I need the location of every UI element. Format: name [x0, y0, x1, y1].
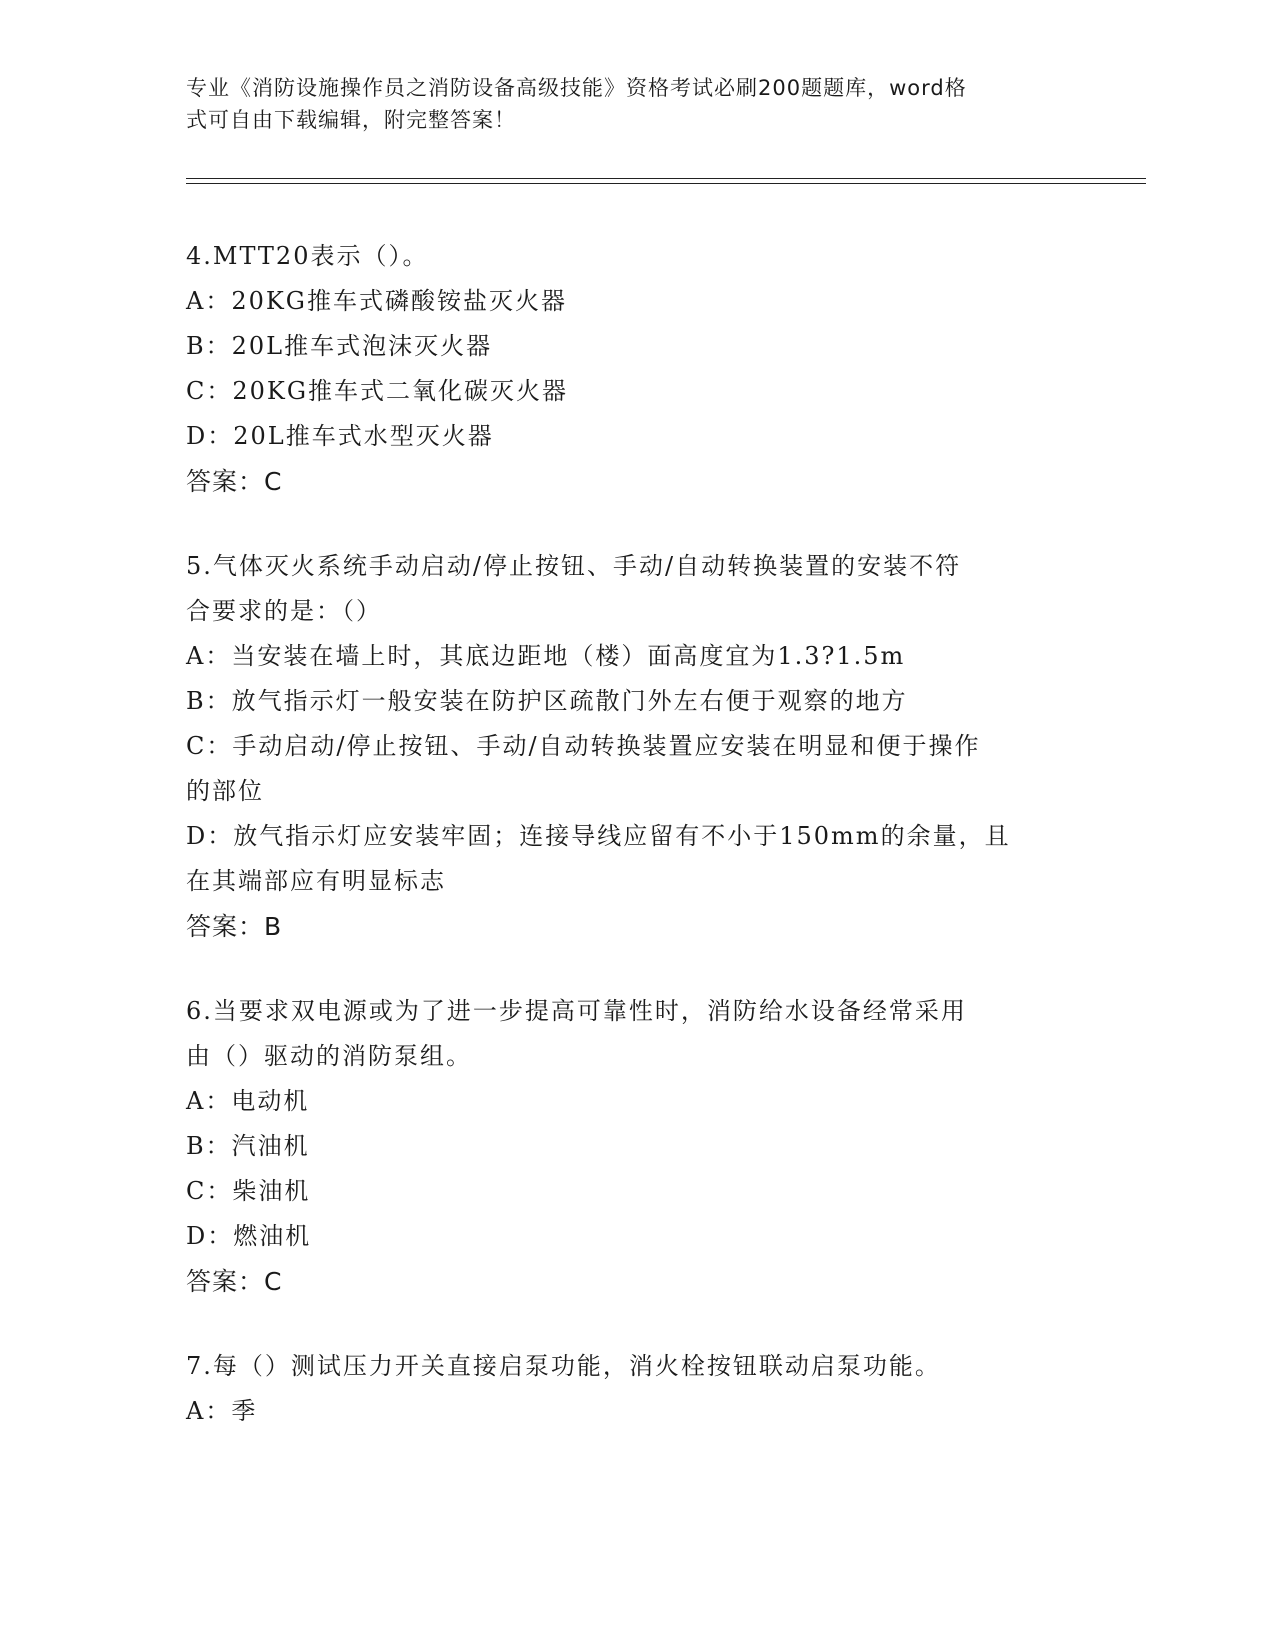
answer-option: D：燃油机 — [186, 1222, 312, 1250]
question-text: 合要求的是：（） — [186, 597, 382, 625]
answer-option: C：柴油机 — [186, 1177, 311, 1205]
answer-option: C：手动启动/停止按钮、手动/自动转换装置应安装在明显和便于操作 — [186, 732, 981, 760]
answer-option: A：20KG推车式磷酸铵盐灭火器 — [186, 287, 567, 315]
question-block — [186, 989, 1086, 1304]
answer-option: A：电动机 — [186, 1087, 310, 1115]
answer-key: 答案：C — [186, 1267, 283, 1296]
question-block — [186, 234, 1086, 504]
answer-option: B：20L推车式泡沫灭火器 — [186, 332, 493, 360]
answer-option: D：20L推车式水型灭火器 — [186, 422, 494, 450]
answer-option: B：汽油机 — [186, 1132, 310, 1160]
answer-option: A：当安装在墙上时，其底边距地（楼）面高度宜为1.3?1.5m — [186, 642, 906, 670]
question-list — [186, 234, 1086, 1474]
answer-option: A：季 — [186, 1397, 258, 1425]
answer-key: 答案：B — [186, 912, 283, 941]
question-block — [186, 1344, 1086, 1434]
question-text: 4.MTT20表示（）。 — [186, 242, 429, 270]
header-line-1: 专业《消防设施操作员之消防设备高级技能》资格考试必刷200题题库，word格 — [186, 76, 967, 100]
question-text: 5.气体灭火系统手动启动/停止按钮、手动/自动转换装置的安装不符 — [186, 552, 962, 580]
header-divider-bottom — [186, 183, 1146, 184]
answer-option: C：20KG推车式二氧化碳灭火器 — [186, 377, 569, 405]
answer-option: 在其端部应有明显标志 — [186, 867, 446, 895]
question-block — [186, 544, 1086, 949]
document-header — [186, 72, 1086, 136]
header-line-2: 式可自由下载编辑，附完整答案！ — [186, 108, 516, 132]
question-text: 6.当要求双电源或为了进一步提高可靠性时，消防给水设备经常采用 — [186, 997, 967, 1025]
question-text: 7.每（）测试压力开关直接启泵功能，消火栓按钮联动启泵功能。 — [186, 1352, 941, 1380]
answer-option: B：放气指示灯一般安装在防护区疏散门外左右便于观察的地方 — [186, 687, 908, 715]
answer-option: 的部位 — [186, 777, 264, 805]
answer-key: 答案：C — [186, 467, 283, 496]
answer-option: D：放气指示灯应安装牢固；连接导线应留有不小于150mm的余量，且 — [186, 822, 1011, 850]
header-divider-top — [186, 178, 1146, 179]
question-text: 由（）驱动的消防泵组。 — [186, 1042, 472, 1070]
